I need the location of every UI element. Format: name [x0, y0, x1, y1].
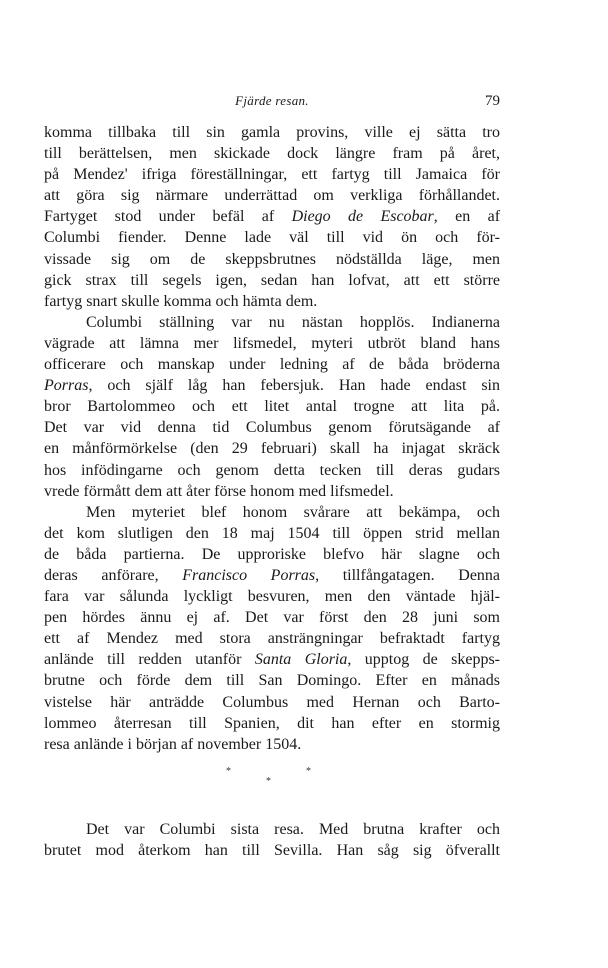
italic-name: Santa Gloria: [254, 651, 348, 669]
text-line: vissade sig om de skeppsbrutnes nödställda läge, men: [44, 250, 500, 268]
text-line: pen hördes ännu ej af. Det var först den 28 juni som: [44, 609, 500, 627]
text-line: de båda partierna. De upproriske blefvo här slagne och: [44, 545, 500, 563]
paragraph-start-line: Men myteriet blef honom svårare att bekämpa, och: [86, 503, 500, 521]
text-line: Columbi fiender. Denne lade väl till vid ön och för-: [44, 229, 500, 247]
text-line: Fartyget stod under befäl af Diego de Escobar, en af: [44, 208, 501, 226]
text-line: anlände till redden utanför Santa Gloria, upptog de skepps-: [44, 651, 500, 669]
asterisk-mark: *: [306, 766, 311, 777]
text-line: komma tillbaka till sin gamla provins, ville ej sätta tro: [44, 124, 500, 141]
closing-paragraph: [44, 819, 500, 861]
italic-name: Francisco Porras: [182, 566, 316, 584]
text-line: gick strax till segels igen, sedan han lofvat, att ett större: [44, 271, 500, 289]
text-line: vistelse här anträdde Columbus med Hernan och Barto-: [44, 693, 500, 711]
text-line: lommeo återresan till Spanien, dit han efter en stormig: [44, 714, 500, 732]
main-text: [44, 122, 500, 755]
text-line: bror Bartolommeo och ett litet antal trogne att lita på.: [44, 398, 500, 416]
text-line: Porras, och själf låg han febersjuk. Han hade endast sin: [44, 377, 500, 395]
italic-name: Diego de Escobar: [291, 208, 434, 226]
asterisk-mark: *: [226, 766, 231, 777]
text-line: officerare och manskap under ledning af de båda bröderna: [44, 356, 500, 374]
text-line: brutet mod återkom han till Sevilla. Han såg sig öfverallt: [44, 842, 500, 860]
text-line: hos infödingarne och genom detta tecken till deras gudars: [44, 461, 500, 479]
running-title: Fjärde resan.: [235, 93, 309, 108]
text-line: att göra sig närmare underrättad om verkliga förhållandet.: [44, 187, 500, 205]
italic-name: Porras: [44, 377, 89, 395]
text-line: till berättelsen, men skickade dock längre fram på året,: [44, 145, 500, 163]
text-line: Det var vid denna tid Columbus genom förutsägande af: [44, 419, 500, 437]
asterisk-mark: *: [266, 776, 271, 787]
text-line: fara var sålunda lyckligt besvuren, men den väntade hjäl-: [44, 588, 500, 606]
text-line: på Mendez' ifriga föreställningar, ett fartyg till Jamaica för: [44, 166, 500, 184]
text-line: brutne och förde dem till San Domingo. Efter en månads: [44, 672, 500, 690]
text-line: det kom slutligen den 18 maj 1504 till öppen strid mellan: [44, 524, 500, 542]
paragraph-start-line: Det var Columbi sista resa. Med brutna krafter och: [86, 821, 500, 838]
text-line: vrede förmått dem att åter förse honom med lifsmedel.: [44, 482, 394, 500]
section-separator: [0, 764, 608, 790]
text-line: fartyg snart skulle komma och hämta dem.: [44, 292, 318, 310]
text-line: deras anförare, Francisco Porras, tillfångatagen. Denna: [44, 566, 501, 584]
paragraph-start-line: Columbi ställning var nu nästan hopplös. Indianerna: [86, 313, 500, 331]
text-line: resa anlände i början af november 1504.: [44, 735, 302, 753]
page-header: [44, 93, 500, 115]
page-number: 79: [485, 93, 500, 109]
text-line: vägrade att lämna mer lifsmedel, myteri utbröt bland hans: [44, 334, 500, 352]
text-line: ett af Mendez med stora ansträngningar befraktadt fartyg: [44, 630, 500, 648]
text-line: en månförmörkelse (den 29 februari) skall ha injagat skräck: [44, 440, 500, 458]
